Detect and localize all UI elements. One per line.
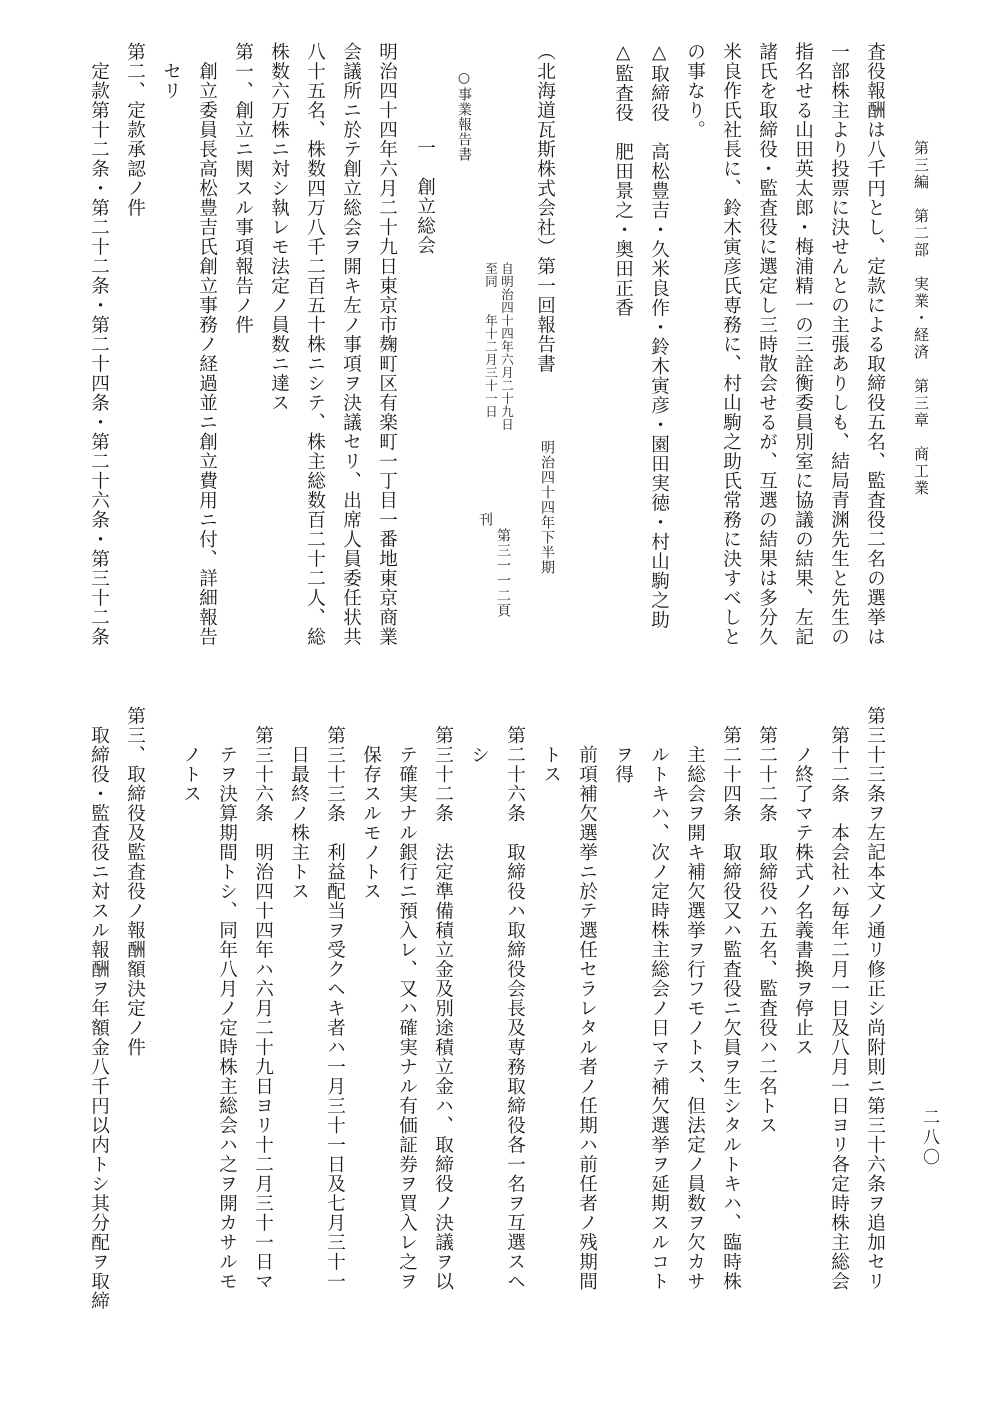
text-column: 前項補欠選挙ニ於テ選任セラレタル者ノ任期ハ前任者ノ残期間 xyxy=(576,706,598,1291)
text-column: 第三十六条 明治四十四年ハ六月二十九日ヨリ十二月三十一日マ xyxy=(252,706,274,1291)
subsection-heading: 一 創立総会 xyxy=(414,138,436,255)
text-column: テ確実ナル銀行ニ預入レ、又ハ確実ナル有価証券ヲ買入レ之ヲ xyxy=(396,706,418,1291)
text-column: 保存スルモノトス xyxy=(360,706,382,901)
text-column: 第十二条 本会社ハ毎年二月一日及八月一日ヨリ各定時株主総会 xyxy=(828,706,850,1291)
text-column: 一部株主より投票に決せんとの主張ありしも、結局青渊先生と先生の xyxy=(828,42,850,647)
text-column: 会議所ニ於テ創立総会ヲ開キ左ノ事項ヲ決議セリ、出席人員委任状共 xyxy=(340,42,362,647)
text-column: 創立委員長高松豊吉氏創立事務ノ経過並ニ創立費用ニ付、詳細報告 xyxy=(196,42,218,647)
running-header: 第三編 第二部 実業・経済 第三章 商工業 xyxy=(912,140,930,497)
text-column: 八十五名、株数四万八千二百五十株ニシテ、株主総数百二十二人、総 xyxy=(304,42,326,647)
text-column: トス xyxy=(540,706,562,784)
text-column: 第二十四条 取締役又ハ監査役ニ欠員ヲ生シタルトキハ、臨時株 xyxy=(720,706,742,1291)
text-column: の事なり。 xyxy=(684,42,706,140)
text-column: 諸氏を取締役・監査役に選定し三時散会せるが、互選の結果は多分久 xyxy=(756,42,778,647)
text-column: 株数六万株ニ対シ執レモ法定ノ員数ニ達ス xyxy=(268,42,290,413)
text-column: 査役報酬は八千円とし、定款による取締役五名、監査役二名の選挙は xyxy=(864,42,886,647)
report-period-to: 至同 年十二月三十一日 xyxy=(483,262,499,418)
text-column: セリ xyxy=(160,42,182,101)
text-column: 主総会ヲ開キ補欠選挙ヲ行フモノトス、但法定ノ員数ヲ欠カサ xyxy=(684,706,706,1291)
text-column: 第一、創立ニ関スル事項報告ノ件 xyxy=(232,42,254,335)
text-column: 明治四十四年六月二十九日東京市麹町区有楽町一丁目一番地東京商業 xyxy=(376,42,398,647)
report-period-from: 自明治四十四年六月二十九日 xyxy=(499,262,515,431)
text-column: 指名せる山田英太郎・梅浦精一の三詮衡委員別室に協議の結果、左記 xyxy=(792,42,814,647)
report-title: （北海道瓦斯株式会社）第一回報告書 xyxy=(534,42,556,374)
text-column: ルトキハ、次ノ定時株主総会ノ日マテ補欠選挙ヲ延期スルコト xyxy=(648,706,670,1291)
text-column: 取締役・監査役ニ対スル報酬ヲ年額金八千円以内トシ其分配ヲ取締 xyxy=(88,706,110,1311)
report-page-ref: 第三一一二頁 xyxy=(495,528,511,618)
text-column: 日最終ノ株主トス xyxy=(288,706,310,901)
text-column: 第二、定款承認ノ件 xyxy=(124,42,146,218)
section-mark: ○事業報告書 xyxy=(456,70,472,162)
text-column: ヲ得 xyxy=(612,706,634,784)
report-half-year: 明治四十四年下半期 xyxy=(539,440,555,575)
auditors-list: △監査役 肥田景之・奥田正香 xyxy=(612,42,634,318)
page-number: 二八〇 xyxy=(919,1108,939,1168)
text-column: 第三十二条 法定準備積立金及別途積立金ハ、取締役ノ決議ヲ以 xyxy=(432,706,454,1291)
text-column: ノ終了マテ株式ノ名義書換ヲ停止ス xyxy=(792,706,814,1057)
text-column: テヲ決算期間トシ、同年八月ノ定時株主総会ハ之ヲ開カサルモ xyxy=(216,706,238,1291)
text-column: 第二十二条 取締役ハ五名、監査役ハ二名トス xyxy=(756,706,778,1135)
text-column: 第二十六条 取締役ハ取締役会長及専務取締役各一名ヲ互選スヘ xyxy=(504,706,526,1291)
text-column: 第三、取締役及監査役ノ報酬額決定ノ件 xyxy=(124,706,146,1057)
directors-list: △取締役 高松豊吉・久米良作・鈴木寅彦・園田実徳・村山駒之助 xyxy=(648,42,670,630)
text-column: 第三十三条 利益配当ヲ受クヘキ者ハ一月三十一日及七月三十一 xyxy=(324,706,346,1291)
text-column: 定款第十二条・第二十二条・第二十四条・第二十六条・第三十二条 xyxy=(88,42,110,647)
text-column: 米良作氏社長に、鈴木寅彦氏専務に、村山駒之助氏常務に決すべしと xyxy=(720,42,742,647)
text-column: ノトス xyxy=(180,706,202,804)
text-column: シ xyxy=(468,706,490,765)
text-column: 第三十三条ヲ左記本文ノ通リ修正シ尚附則ニ第三十六条ヲ追加セリ xyxy=(864,706,886,1291)
report-page-ref-suffix: 刊 xyxy=(477,512,493,527)
